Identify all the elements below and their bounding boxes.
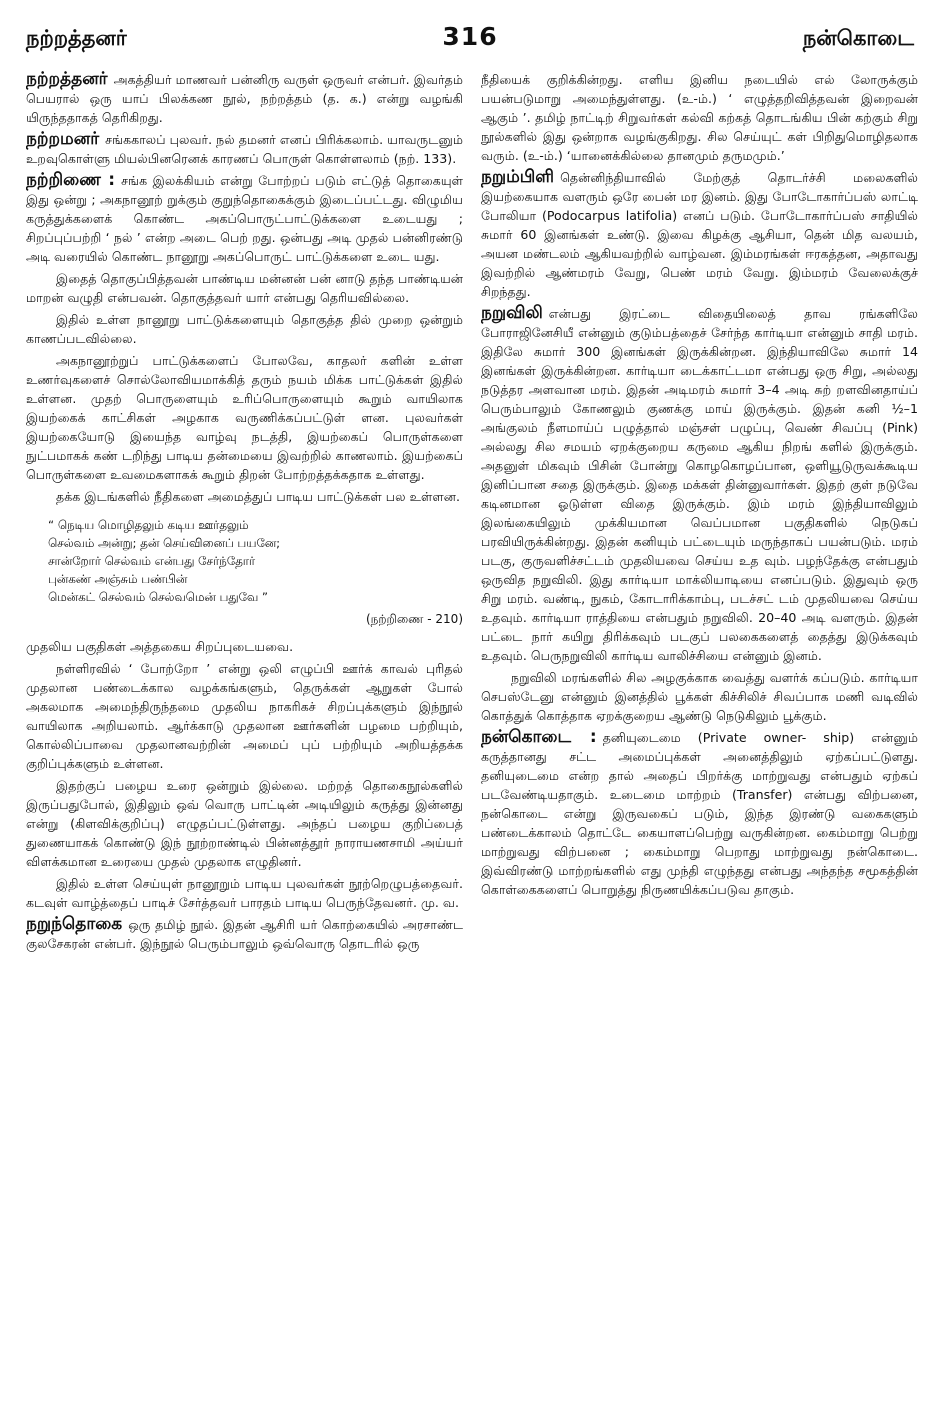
entry-naruvili bbox=[481, 304, 918, 665]
entry-natrinai bbox=[26, 171, 463, 266]
paragraph: தக்க இடங்களில் நீதிகளை அமைத்துப் பாடிய பாட்டுக்கள் பல உள்ளன. bbox=[56, 489, 460, 504]
paragraph: நீதியைக் குறிக்கின்றது. எளிய இனிய நடையில் எல் லோருக்கும் பயன்படுமாறு அமைந்துள்ளது. (உ-ம்.) ‘ எழுத்தறிவித்தவன் இறைவன் ஆகும் ’. தமிழ் நாட்டிற் சிறுவர்கள் கல்வி கற்கத் தொடங்கிய பின் கற்கும் சிறு நூல்களில் இது ஒன்றாக வழங்குகிறது. சில செய்யுட் கள் பிறிதுமொழிதலாக வரும். (உ-ம்.) ‘யானைக்கில்லை தானமும் தருமமும்.’ bbox=[481, 72, 918, 163]
entry-text: சங்ககாலப் புலவர். நல் தமனர் எனப் பிரிக்கலாம். யாவருடனும் உறவுகொள்ளு மியல்பினரெனக் காரணப் பொருள் கொள்ளலாம் (நற். 133). bbox=[26, 132, 463, 166]
paragraph: நறுவிலி மரங்களில் சில அழகுக்காக வைத்து வளர்க் கப்படும். கார்டியா செபஸ்டேனு என்னும் இனத்தில் பூக்கள் கிச்சிலிச் சிவப்பாக மணி வடிவில் கொத்துக் கொத்தாக ஏறக்குறைய ஆண்டு நெடுகிலும் பூக்கும். bbox=[481, 670, 918, 723]
header-first-entry: நற்றத்தனர் bbox=[26, 26, 127, 50]
left-column bbox=[26, 70, 463, 1415]
poem-line: செல்வம் அன்று; தன் செய்வினைப் பயனே; bbox=[48, 536, 281, 550]
entry-text: தனியுடைமை (Private owner- ship) என்னும் கருத்தானது சட்ட அமைப்புக்கள் அனைத்திலும் ஏற்கப்பட்டுளது. தனியுடைமை என்ற தால் அதைப் பிறர்க்கு மாற்றுவது என்பதும் ஏற்கப் படவேண்டியதாகும். உடைமை மாற்றம் (Transfer) என்பது விற்பனை, நன்கொடை என்று இருவகைப் படும், இந்த இரண்டு வகைகளும் பண்டைக்காலம் தொட்டே கையாளப்பெற்று வருகின்றன. கைம்மாறு பெற்று மாற்றுவது விற்பனை ; கைம்மாறு பெறாது மாற்றுவது நன்கொடை. இவ்விரண்டு மாற்றங்களில் எது முந்தி எழுந்தது என்பது அந்தந்த சமூகத்தின் கொள்கைகளைப் பொறுத்து நிருணயிக்கப்படுவ தாகும். bbox=[481, 730, 918, 897]
entry-headword: நன்கொடை : bbox=[481, 727, 597, 747]
paragraph: இதைத் தொகுப்பித்தவன் பாண்டிய மன்னன் பன் னாடு தந்த பாண்டியன் மாறன் வழுதி என்பவன். தொகுத்தவர் யார் என்பது தெரியவில்லை. bbox=[26, 271, 463, 305]
paragraph: இதில் உள்ள செய்யுள் நானூறும் பாடிய புலவர்கள் நூற்றெழுபத்தைவர். கடவுள் வாழ்த்தைப் பாடிச் சேர்த்தவர் பாரதம் பாடிய பெருந்தேவனர். மு. வ. bbox=[26, 876, 463, 910]
entry-headword: நறுவிலி bbox=[481, 303, 543, 323]
header-last-entry: நன்கொடை bbox=[802, 26, 914, 50]
entry-nankodai bbox=[481, 728, 918, 899]
entry-text: சங்க இலக்கியம் என்று போற்றப் படும் எட்டுத் தொகையுள் இது ஒன்று ; அகநானூற் றுக்கும் குறுந்தொகைக்கும் இடைப்பட்டது. விழுமிய கருத்துக்களைக் கொண்ட அகப்பொருட்பாட்டுக்களை உடையது ; சிறப்புப்பற்றி ‘ நல் ’ என்ற அடை பெற் றது. ஒன்பது அடி முதல் பன்னிரண்டு அடி வரையில் கொண்ட நானூறு அகப்பொருட் பாட்டுக்களை உடை யது. bbox=[26, 173, 463, 264]
entry-headword: நறும்பிளி bbox=[481, 167, 555, 187]
poem-line: “ நெடிய மொழிதலும் கடிய ஊர்தலும் bbox=[48, 518, 249, 532]
entry-headword: நற்றிணை : bbox=[26, 170, 116, 190]
running-header bbox=[26, 22, 914, 58]
right-column bbox=[481, 70, 918, 1415]
entry-text: தென்னிந்தியாவில் மேற்குத் தொடர்ச்சி மலைகளில் இயற்கையாக வளரும் ஒரே பைன் மர இனம். இது போடோகார்ப்பஸ் லாட்டி போலியா (Podocarpus latifolia) எனப் படும். போடோகார்ப்பஸ் சாதியில் சுமார் 60 இனங்கள் உண்டு. இவை கிழக்கு ஆசியா, தென் மித வலயம், அயன மண்டலம் ஆகியவற்றில் வாழ்வன. இம்மரங்கள் ஈரகத்தன, அதாவது இவற்றில் ஆண்மரம் வேறு, பெண் மரம் வேறு. இம்மரம் வேலைக்குச் சிறந்தது. bbox=[481, 170, 918, 299]
entry-headword: நறுந்தொகை bbox=[26, 914, 123, 934]
entry-headword: நற்றத்தனர் bbox=[26, 70, 108, 89]
entry-text: அகத்தியர் மாணவர் பன்னிரு வருள் ஒருவர் என்பர். இவர்தம் பெயரால் ஒரு யாப் பிலக்கண நூல், நற்றத்தம் (த. க.) என்று வழங்கி யிருந்ததாகத் தெரிகிறது. bbox=[26, 72, 463, 125]
poem-quotation bbox=[48, 516, 463, 606]
paragraph: நள்ளிரவில் ‘ போற்றோ ’ என்று ஒலி எழுப்பி ஊர்க் காவல் புரிதல் முதலான பண்டைக்கால வழக்கங்களும், தெருக்கள் ஆறுகள் போல் அகலமாக அமைந்திருந்தமை முதலிய நாகரிகச் சிறப்புக்களும் இந்நூல் வாயிலாக அறியலாம். ஆர்க்காடு முதலான ஊர்களின் பழமை பற்றியும், கொல்லிப்பாவை முதலானவற்றின் அமைப் புப் பற்றியும் அறியத்தக்க குறிப்புக்களும் உள்ளன. bbox=[26, 661, 463, 771]
entry-natrathanar bbox=[26, 70, 463, 127]
paragraph: இதில் உள்ள நானூறு பாட்டுக்களையும் தொகுத்த தில் முறை ஒன்றும் காணப்படவில்லை. bbox=[26, 312, 463, 346]
entry-headword: நற்றமனர் bbox=[26, 129, 100, 149]
paragraph: இதற்குப் பழைய உரை ஒன்றும் இல்லை. மற்றத் தொகைநூல்களில் இருப்பதுபோல், இதிலும் ஒவ் வொரு பாட்டின் அடியிலும் கருத்து இன்னது என்று (கிளவிக்குறிப்பு) எழுதப்பட்டுள்ளது. அந்தப் பழைய குறிப்பைத் துணையாகக் கொண்டு இந் நூற்றாண்டில் பின்னத்தூர் நாராயணசாமி அய்யர் விளக்கமான உரையை முதல் முதலாக எழுதினர். bbox=[26, 778, 463, 869]
entry-text: ஒரு தமிழ் நூல். இதன் ஆசிரி யர் கொற்கையில் அரசாண்ட குலசேகரன் என்பர். இந்நூல் பெரும்பாலும் ஒவ்வொரு தொடரில் ஒரு bbox=[26, 917, 463, 951]
poem-line: புன்கண் அஞ்சும் பண்பின் bbox=[48, 572, 188, 586]
poem-line: மென்கட் செல்வம் செல்வமென் பதுவே ” bbox=[48, 590, 269, 604]
paragraph: முதலிய பகுதிகள் அத்தகைய சிறப்புடையவை. bbox=[26, 639, 294, 654]
poem-line: சான்றோர் செல்வம் என்பது சேர்ந்தோர் bbox=[48, 554, 256, 568]
page-number: 316 bbox=[442, 22, 498, 51]
paragraph: அகநானூற்றுப் பாட்டுக்களைப் போலவே, காதலர் களின் உள்ள உணர்வுகளைச் சொல்லோவியமாக்கித் தரும் நயம் மிக்க பாட்டுக்கள் இதில் உள்ளன. முதற் பொருளையும் உரிப்பொருளையும் கூறும் வாயிலாக இயற்கைக் காட்சிகள் அழகாக வருணிக்கப்பட்டுள் ளன. புலவர்கள் இயற்கையோடு இயைந்த வாழ்வு நடத்தி, இயற்கைப் பொருள்களை நுட்பமாகக் கண் டறிந்து பாடிய தன்மையை இவற்றில் காணலாம். இயற்கைப் பொருள்களை உவமைகளாகக் கூறும் திறன் போற்றத்தக்கதாக உள்ளது. bbox=[26, 353, 463, 482]
entry-narunthogai bbox=[26, 915, 463, 953]
entry-natramanar bbox=[26, 130, 463, 168]
entry-narumbili bbox=[481, 168, 918, 301]
entry-text: என்பது இரட்டை விதையிலைத் தாவ ரங்களிலே போராஜினேசியீ என்னும் குடும்பத்தைச் சேர்ந்த கார்டியா என்னும் சாதி மரம். இதிலே சுமார் 300 இனங்கள் இருக்கின்றன. இந்தியாவிலே சுமார் 14 இனங்கள் இருக்கின்றன. கார்டியா டைக்காட்டமா என்பது ஒரு சிறு, அல்லது நடுத்தர அளவான மரம். இதன் அடிமரம் சுமார் 3–4 அடி சுற் றளவினதாய்ப் பெரும்பாலும் கோணலும் குணக்கு மாய் இருக்கும். இதன் கனி ½–1 அங்குலம் நீளமாய்ப் பழுத்தால் மஞ்சள் பழுப்பு, வெண் சிவப்பு (Pink) அல்லது சில சமயம் ஏறக்குறைய கருமை ஆகிய நிறங் களில் இருக்கும். அதனுள் மிகவும் பிசின் போன்று கொழகொழப்பான, ஒளியூடுருவக்கூடிய இனிப்பான சதை இருக்கும். இதை மக்கள் தின்னுவார்கள். இதற் குள் நடுவே கடினமான ஓடுள்ள விதை இருக்கும். இம் மரம் இந்தியாவிலும் இலங்கையிலும் முக்கியமான வெப்பமான பகுதிகளில் நெடுகப் பரவியிருக்கின்றது. இதன் கனியும் பட்டையும் மருந்தாகப் பயன்படும். மரம் படகு, குருவளிச்சட்டம் முதலியவை செய்ய உத வும். பழந்தேக்கு என்பதும் ஒருவித நறுவிலி. இது கார்டியா மாக்லியாடியை எனப்படும். இதுவும் ஒரு சிறு மரம். வண்டி, நுகம், கோடாரிக்காம்பு, படச்சட் டம் முதலியவை செய்ய உதவும். கார்டியா ராத்தியை என்பதும் நறுவிலி. 20–40 அடி வளரும். இதன் பட்டை நார் கயிறு திரிக்கவும் படகுப் பலகைகளைத் தைத்து இடுக்கவும் உதவும். பெருநறுவிலி கார்டிய வாலிச்சியை என்னும் இனம். bbox=[481, 306, 918, 663]
poem-citation: (நற்றிணை - 210) bbox=[365, 612, 463, 626]
